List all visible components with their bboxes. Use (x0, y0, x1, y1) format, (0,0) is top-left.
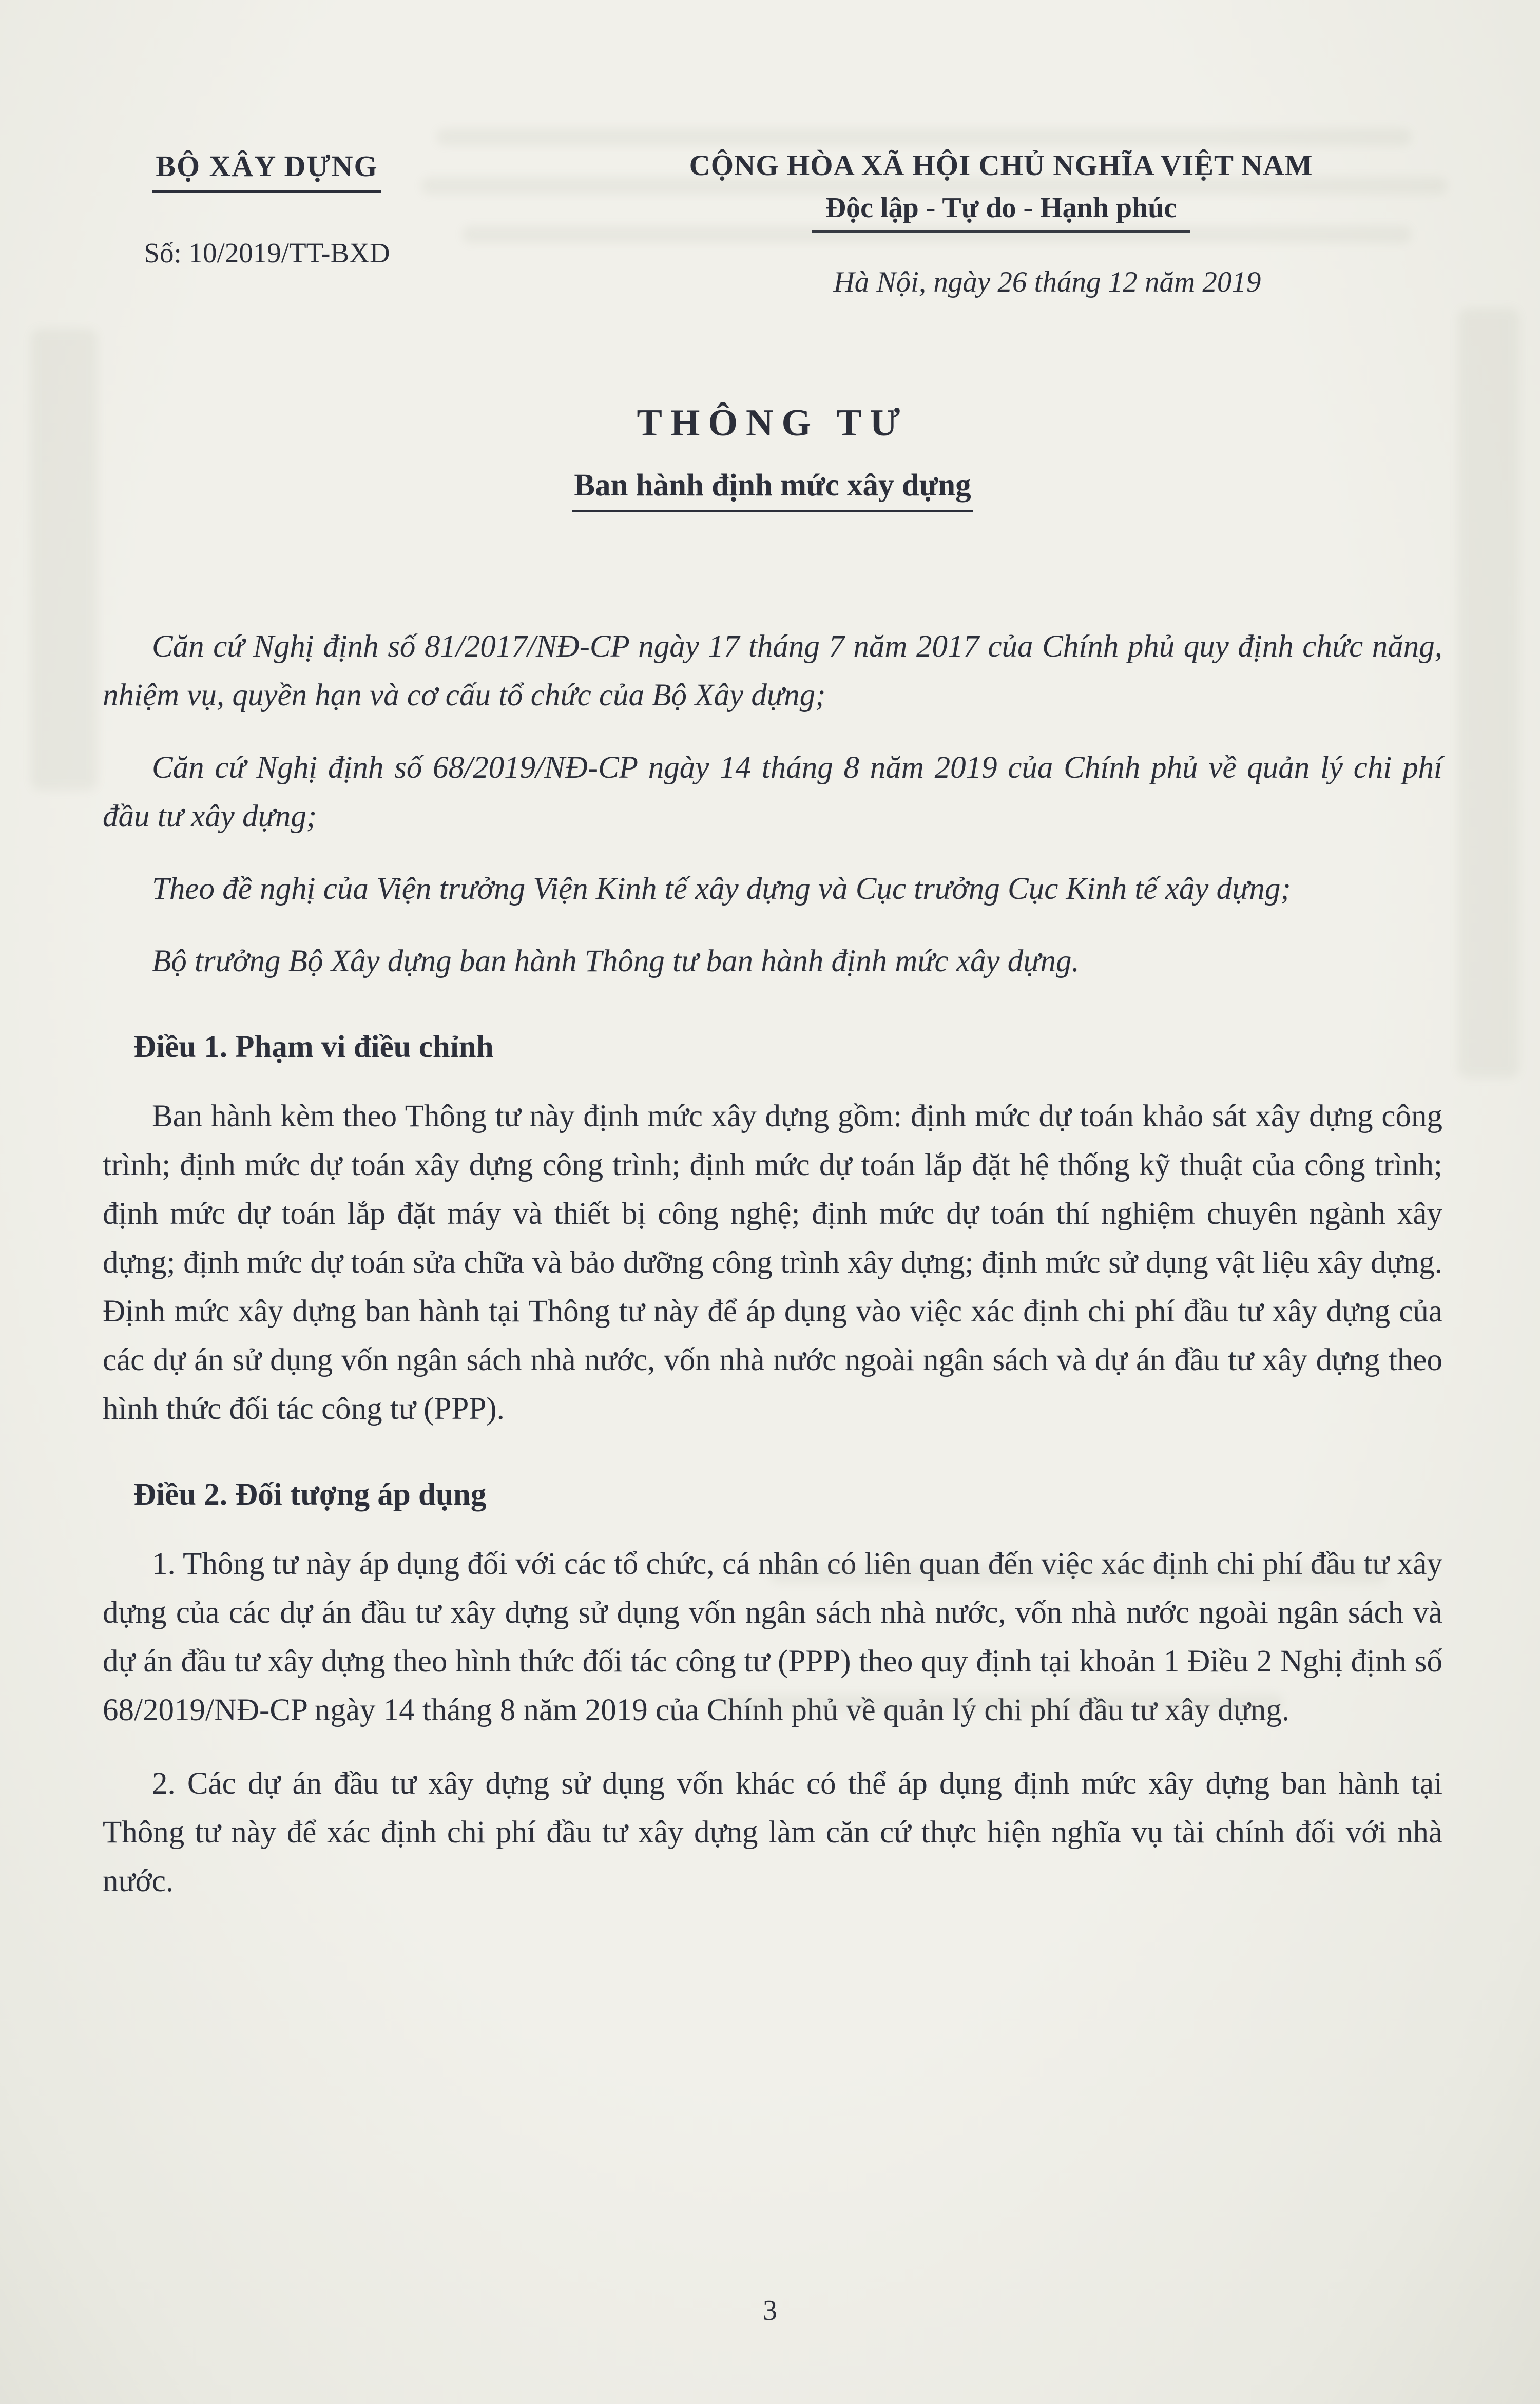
document-subtitle-wrap (103, 468, 1442, 512)
section-article-2 (103, 1470, 1442, 1906)
document-number: Số: 10/2019/TT-BXD (144, 237, 390, 268)
national-motto: Độc lập - Tự do - Hạnh phúc (812, 191, 1190, 233)
document-title: THÔNG TƯ (637, 402, 909, 444)
preamble (103, 622, 1442, 986)
preamble-paragraph: Căn cứ Nghị định số 81/2017/NĐ-CP ngày 17 tháng 7 năm 2017 của Chính phủ quy định chức năng, nhiệm vụ, quyền hạn và cơ cấu tổ chức của Bộ Xây dựng; (103, 629, 1442, 713)
agency-name: BỘ XÂY DỰNG (152, 149, 381, 193)
scan-bleed-artifact (436, 128, 1412, 146)
article-2-paragraph-1: 1. Thông tư này áp dụng đối với các tổ chức, cá nhân có liên quan đến việc xác định chi phí đầu tư xây dựng của các dự án đầu tư xây dựng sử dụng vốn ngân sách nhà nước, vốn nhà nước ngoài ngân sách và dự án đầu tư xây dựng theo hình thức đối tác công tư (PPP) theo quy định tại khoản 1 Điều 2 Nghị định số 68/2019/NĐ-CP ngày 14 tháng 8 năm 2019 của Chính phủ về quản lý chi phí đầu tư xây dựng. (103, 1547, 1442, 1727)
national-header-block (560, 149, 1442, 299)
page-number: 3 (763, 2295, 777, 2326)
scan-bleed-artifact (1458, 308, 1519, 1078)
preamble-paragraph: Căn cứ Nghị định số 68/2019/NĐ-CP ngày 14 tháng 8 năm 2019 của Chính phủ về quản lý chi phí đầu tư xây dựng; (103, 751, 1442, 834)
document-title-block (103, 401, 1442, 512)
document-header (103, 149, 1442, 299)
document-subtitle: Ban hành định mức xây dựng (572, 468, 973, 512)
issuing-agency-block (103, 149, 431, 269)
article-1-paragraph: Ban hành kèm theo Thông tư này định mức xây dựng gồm: định mức dự toán khảo sát xây dựng công trình; định mức dự toán xây dựng công trình; định mức dự toán lắp đặt hệ thống kỹ thuật của công trình; định mức dự toán lắp đặt máy và thiết bị công nghệ; định mức dự toán thí nghiệm chuyên ngành xây dựng; định mức dự toán sửa chữa và bảo dưỡng công trình xây dựng; định mức sử dụng vật liệu xây dựng. Định mức xây dựng ban hành tại Thông tư này để áp dụng vào việc xác định chi phí đầu tư xây dựng của các dự án sử dụng vốn ngân sách nhà nước, vốn nhà nước ngoài ngân sách và dự án đầu tư xây dựng theo hình thức đối tác công tư (PPP). (103, 1099, 1442, 1426)
section-article-1 (103, 1023, 1442, 1433)
country-name: CỘNG HÒA XÃ HỘI CHỦ NGHĨA VIỆT NAM (689, 149, 1313, 182)
article-2-heading: Điều 2. Đối tượng áp dụng (133, 1477, 487, 1512)
article-2-paragraph-2: 2. Các dự án đầu tư xây dựng sử dụng vốn khác có thể áp dụng định mức xây dựng ban hành tại Thông tư này để xác định chi phí đầu tư xây dựng làm căn cứ thực hiện nghĩa vụ tài chính đối với nhà nước. (103, 1766, 1442, 1898)
article-1-heading: Điều 1. Phạm vi điều chỉnh (133, 1030, 494, 1064)
scan-bleed-artifact (31, 329, 98, 791)
place-and-date: Hà Nội, ngày 26 tháng 12 năm 2019 (833, 266, 1261, 298)
preamble-paragraph: Theo đề nghị của Viện trưởng Viện Kinh tế xây dựng và Cục trưởng Cục Kinh tế xây dựng; (152, 872, 1291, 906)
preamble-paragraph: Bộ trưởng Bộ Xây dựng ban hành Thông tư ban hành định mức xây dựng. (152, 944, 1080, 978)
